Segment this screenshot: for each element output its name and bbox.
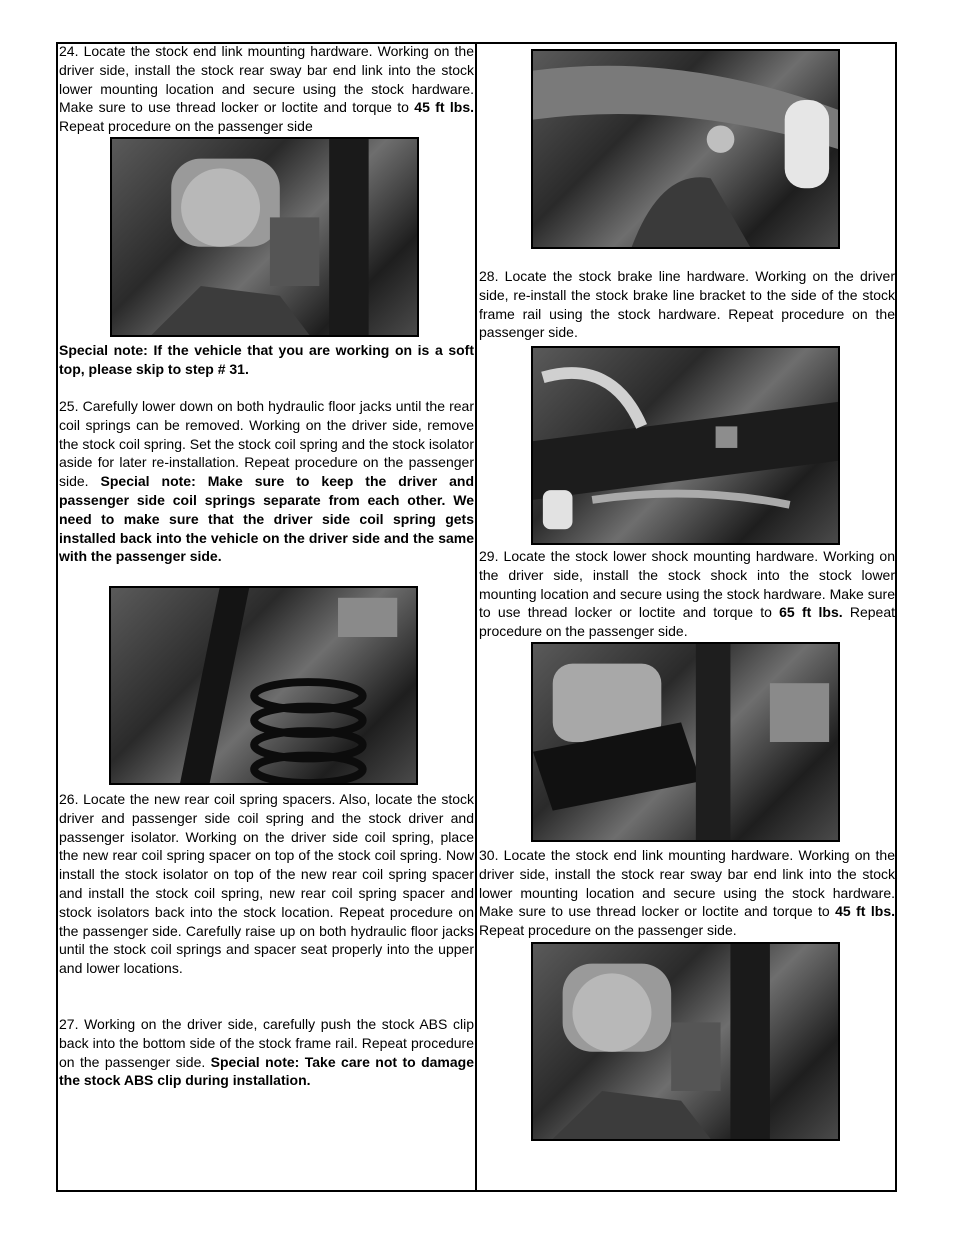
end-link-photo-2 — [531, 942, 840, 1141]
step-29-text: 29. Locate the stock lower shock mounting hardware. Working on the driver side, install the stock shock into the stock lower mounting location and secure using the stock hardware. Make sure to use thread locker or loctite and torque to 65 ft lbs. Repeat procedure on the passenger side. — [479, 548, 896, 640]
abs-clip-photo — [531, 49, 840, 249]
column-divider — [475, 42, 477, 1192]
end-link-photo — [110, 137, 419, 337]
step-25-text: 25. Carefully lower down on both hydraulic floor jacks until the rear coil springs can be removed. Working on the driver side, remove the stock coil spring. Set the stock coil spring and the stock isolator aside for later re-installation. Repeat procedure on the passenger side. Special note: Make sure to keep the driver and passenger side coil springs separate from each other. We need to make sure that the driver side coil spring gets installed back into the vehicle on the driver side and the same with the passenger side. — [59, 398, 475, 565]
brake-line-photo — [531, 346, 840, 545]
step-30-text: 30. Locate the stock end link mounting hardware. Working on the driver side, install the stock rear sway bar end link into the stock lower mounting location and secure using the stock hardware. Make sure to use thread locker or loctite and torque to 45 ft lbs. Repeat procedure on the passenger side. — [479, 847, 895, 939]
step-26-text: 26. Locate the new rear coil spring spacers. Also, locate the stock driver and passenger side coil spring and the stock driver and passenger isolator. Working on the driver side coil spring, place the new rear coil spring spacer on top of the stock coil spring. Now install the stock isolator on top of the new rear coil spring spacer and install the stock coil spring, new rear coil spring spacer and stock isolators back into the stock location. Repeat procedure on the passenger side. Carefully raise up on both hydraulic floor jacks until the stock coil springs and spacer seat properly into the upper and lower locations. — [59, 791, 474, 977]
shock-mount-photo — [531, 642, 840, 842]
special-note-soft-top: Special note: If the vehicle that you are working on is a soft top, please skip to step # 31. — [59, 342, 474, 377]
coil-spring-photo — [109, 586, 418, 785]
step-24-text: 24. Locate the stock end link mounting hardware. Working on the driver side, install the stock rear sway bar end link into the stock lower mounting location and secure using the stock hardware. Make sure to use thread locker or loctite and torque to 45 ft lbs. Repeat procedure on the passenger side — [59, 43, 474, 135]
step-28-text: 28. Locate the stock brake line hardware. Working on the driver side, re-install the stock brake line bracket to the side of the stock frame rail using the stock hardware. Repeat procedure on the passenger side. — [479, 268, 895, 341]
step-27-text: 27. Working on the driver side, carefully push the stock ABS clip back into the bottom side of the stock frame rail. Repeat procedure on the passenger side. Special note: Take care not to damage the stock ABS clip during installation. — [59, 1016, 474, 1089]
